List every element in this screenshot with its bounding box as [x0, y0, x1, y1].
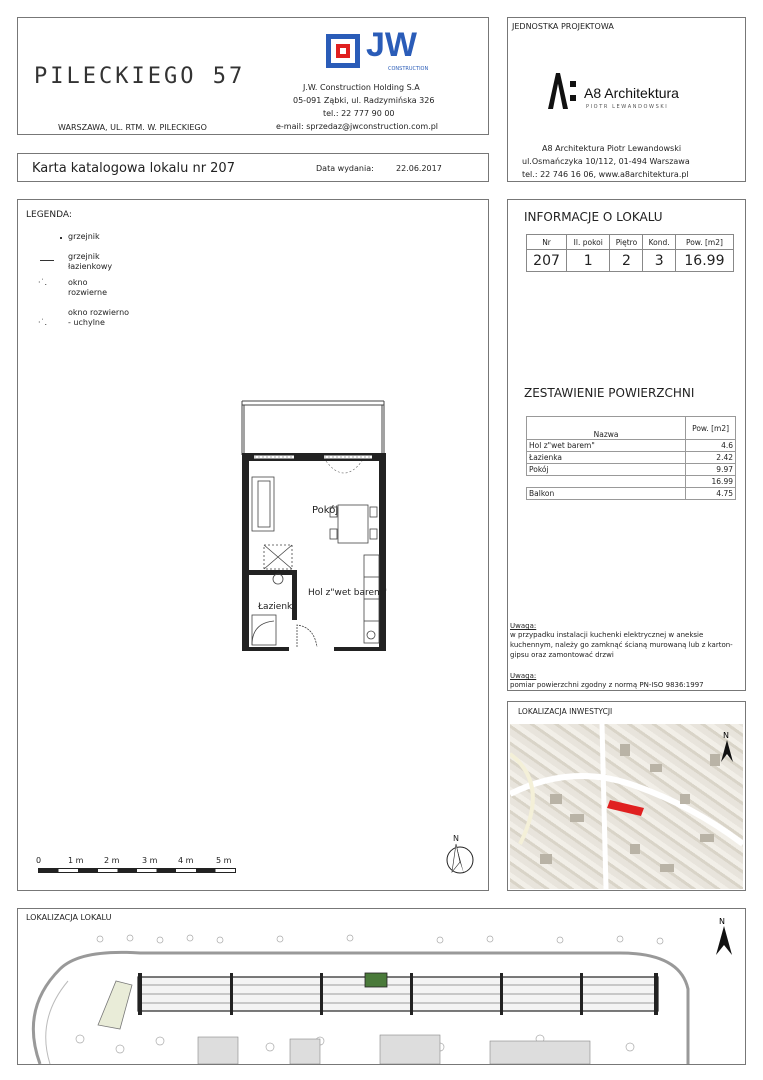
developer-name: J.W. Construction Holding S.A [303, 83, 420, 92]
scale-label-5: 5 m [216, 856, 232, 865]
note-1: Uwaga: w przypadku instalacji kuchenki elektrycznej w aneksie kuchennym, należy go zamknąć ścianą murowaną lub z karton-gipsu oraz zamontować drzwi [510, 622, 733, 659]
jw-logo [326, 28, 438, 74]
project-logo [34, 64, 245, 89]
info-table: Nr Il. pokoi Piętro Kond. Pow. [m2] 207 1 2 3 16.99 [526, 234, 734, 272]
scale-label-1: 1 m [68, 856, 84, 865]
unit-number: 207 [527, 250, 567, 272]
legend-item-window: ·˙. okno rozwierne [38, 278, 108, 297]
table-row: Pokój 9.97 [527, 464, 736, 476]
floor: 2 [610, 250, 643, 272]
scale-label-0: 0 [36, 856, 42, 865]
bath-radiator-symbol [40, 260, 54, 261]
designer-name: A8 Architektura Piotr Lewandowski [542, 144, 682, 153]
site-north-arrow-icon [709, 915, 739, 963]
investment-map-panel [507, 701, 746, 891]
note-2: Uwaga: pomiar powierzchni zgodny z normą PN-ISO 9836:1997 [510, 672, 704, 689]
info-panel [507, 199, 746, 691]
legend-item-bath-radiator: grzejnik łazienkowy [38, 252, 198, 278]
project-address: WARSZAWA, UL. RTM. W. PILECKIEGO [58, 123, 207, 132]
card-title: Karta katalogowa lokalu nr 207 [32, 161, 235, 176]
investment-map [510, 724, 743, 889]
storey: 3 [643, 250, 675, 272]
north-arrow-icon: N [442, 834, 478, 878]
room-count: 1 [567, 250, 610, 272]
date-label: Data wydania: [316, 164, 374, 173]
room-label-lazienka: Łazienka [258, 602, 298, 612]
scale-label-3: 3 m [142, 856, 158, 865]
radiator-symbol [60, 237, 62, 239]
designer-contact: tel.: 22 746 16 06, www.a8architektura.pl [522, 170, 689, 179]
card-title-bar [17, 153, 489, 182]
window-symbol: ·˙. [38, 278, 48, 287]
balcony [242, 401, 384, 455]
a8-logo [548, 73, 708, 113]
investment-map-title: LOKALIZACJA INWESTYCJI [518, 707, 613, 716]
svg-text:N: N [723, 731, 729, 740]
a8-logo-sub: P I O T R L E W A N D O W S K I [586, 104, 667, 110]
table-row: Hol z"wet barem" 4.6 [527, 440, 736, 452]
unit-location-panel [17, 908, 746, 1065]
jw-logo-square [326, 34, 360, 68]
designer-header [507, 17, 746, 182]
jw-logo-sub: CONSTRUCTION [388, 66, 429, 72]
scale-bar [38, 856, 238, 876]
developer-address: 05-091 Ząbki, ul. Radzymińska 326 [293, 96, 435, 105]
plan-panel [17, 199, 489, 891]
tilt-window-symbol: ·˙. [38, 318, 48, 327]
legend-title: LEGENDA: [26, 210, 72, 220]
a8-logo-name: A8 Architektura [584, 85, 679, 101]
table-row: Łazienka 2.42 [527, 452, 736, 464]
kitchen-unit [364, 555, 379, 643]
areas-title: ZESTAWIENIE POWIERZCHNI [524, 386, 695, 400]
floor-plan [234, 395, 414, 660]
developer-tel: tel.: 22 777 90 00 [323, 109, 395, 118]
table-row: 16.99 [527, 476, 736, 488]
map-north-arrow-icon [717, 730, 737, 766]
scale-label-2: 2 m [104, 856, 120, 865]
designer-label: JEDNOSTKA PROJEKTOWA [512, 22, 614, 31]
issue-date: 22.06.2017 [396, 164, 442, 173]
investment-marker [607, 800, 644, 816]
scale-label-4: 4 m [178, 856, 194, 865]
legend [38, 232, 198, 348]
jw-logo-letters: JW [366, 26, 417, 64]
project-logo-text: PILECKIEGO 57 [34, 64, 246, 89]
total-area: 16.99 [675, 250, 733, 272]
room-label-hol: Hol z"wet barem" [308, 588, 387, 598]
legend-item-radiator: grzejnik [38, 232, 198, 246]
project-header [17, 17, 489, 135]
unit-location-title: LOKALIZACJA LOKALU [26, 913, 112, 922]
developer-email: e-mail: sprzedaz@jwconstruction.com.pl [276, 122, 439, 131]
svg-text:N: N [719, 917, 725, 926]
legend-item-tilt-window: ·˙. okno rozwierno - uchylne [38, 308, 130, 327]
site-plan [20, 929, 700, 1064]
designer-address: ul.Osmańczyka 10/112, 01-494 Warszawa [522, 157, 690, 166]
info-title: INFORMACJE O LOKALU [524, 210, 663, 224]
table-row: Balkon 4.75 [527, 488, 736, 500]
sofa [252, 477, 274, 531]
areas-table: Nazwa Pow. [m2] Hol z"wet barem" 4.6 Łazienka 2.42 Pokój 9.97 16.99 Balkon 4.75 [526, 416, 736, 500]
room-label-pokoj: Pokój [312, 505, 339, 516]
a8-logo-mark [548, 73, 568, 109]
unit-highlight [365, 973, 387, 987]
